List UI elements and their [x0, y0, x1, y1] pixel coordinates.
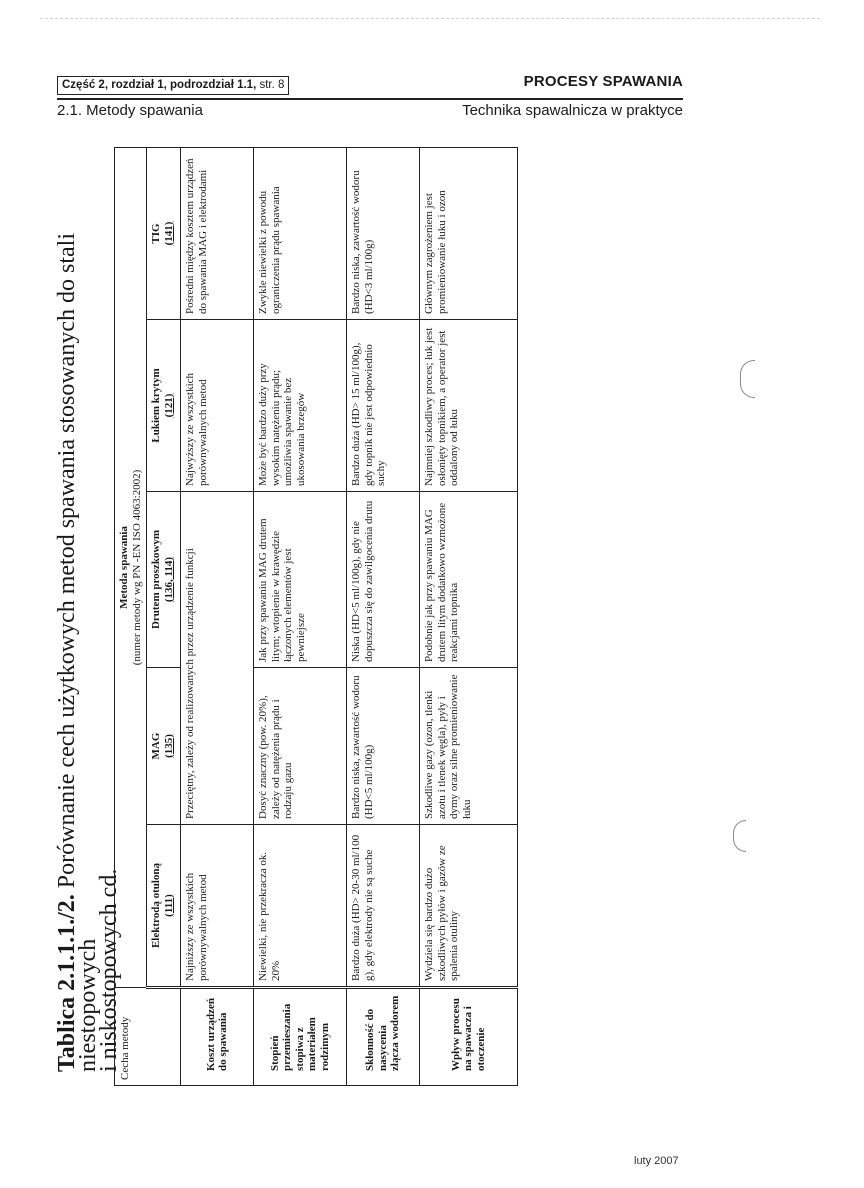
- book-title: Technika spawalnicza w praktyce: [462, 102, 683, 119]
- table-caption-number: Tablica 2.1.1.1./2.: [54, 894, 80, 1072]
- table-cell: Bardzo niska, zawartość wodoru (HD<5 ml/100g): [347, 668, 420, 825]
- table-caption-text-2: i niskostopowych cd.: [96, 868, 122, 1072]
- table-cell: Dosyć znaczny (pow. 20%), zależy od natężenia prądu i rodzaju gazu: [254, 668, 347, 825]
- row-feature: Koszt urządzeń do spawania: [181, 988, 254, 1086]
- table-cell: Bardzo duża (HD> 15 ml/100g), gdy topnik nie jest odpowiednio suchy: [347, 320, 420, 492]
- table-row: [254, 147, 347, 1085]
- group-header-title: Metoda spawania: [118, 526, 130, 609]
- table-cell: Podobnie jak przy spawaniu MAG drutem litym dodatkowo wzmożone reakcjami topnika: [420, 492, 518, 668]
- table-cell: Najniższy ze wszystkich porównywalnych metod: [181, 825, 254, 988]
- breadcrumb-text: Część 2, rozdział 1, podrozdział 1.1,: [62, 79, 257, 91]
- table-caption-text: Porównanie cech użytkowych metod spawania stosowanych do stali niestopowych: [54, 233, 101, 1072]
- column-header-number: (111): [162, 894, 175, 917]
- table-cell: Głównym zagrożeniem jest promieniowanie łuku i ozon: [420, 147, 518, 319]
- column-header: [147, 492, 181, 668]
- column-header-name: TIG: [150, 223, 162, 244]
- column-header-name: Drutem proszkowym: [150, 529, 162, 630]
- scan-edge-line: [40, 18, 820, 19]
- table-header-row: [115, 147, 147, 1085]
- column-header-number: (136, 114): [162, 556, 175, 603]
- column-header: [147, 825, 181, 988]
- column-header-number: (121): [162, 393, 175, 418]
- table-cell: Zwykle niewielki z powodu ograniczenia prądu spawania: [254, 147, 347, 319]
- table-cell: Przeciętny, zależy od realizowanych przez urządzenie funkcji: [181, 492, 254, 825]
- row-feature: Stopień przemieszania stopiwa z materiałem rodzimym: [254, 988, 347, 1086]
- table-cell: Niewielki, nie przekracza ok. 20%: [254, 825, 347, 988]
- table-cell: Może być bardzo duży przy wysokim natężeniu prądu; umożliwia spawanie bez ukosowania brzegów: [254, 320, 347, 492]
- footer-date: luty 2007: [634, 1155, 679, 1167]
- breadcrumb: [57, 76, 289, 95]
- column-header-name: Elektrodą otuloną: [150, 862, 162, 949]
- column-header: [147, 668, 181, 825]
- row-feature: Wpływ procesu na spawacza i otoczenie: [420, 988, 518, 1086]
- table-cell: Szkodliwe gazy (ozon, tlenki azotu i tlenek węgla), pyły i dymy oraz silne promieniowanie łuku: [420, 668, 518, 825]
- table-row: [181, 147, 254, 1085]
- table-row: [420, 147, 518, 1085]
- table-cell: Jak przy spawaniu MAG drutem litym; wtopienie w krawędzie łączonych elementów jest pewniejsze: [254, 492, 347, 668]
- rotated-table-block: [55, 148, 511, 1086]
- group-header: [115, 147, 147, 987]
- table-cell: Bardzo duża (HD> 20-30 ml/100 g), gdy elektrody nie są suche: [347, 825, 420, 988]
- column-header-name: MAG: [150, 732, 162, 760]
- table-cell: Najwyższy ze wszystkich porównywalnych metod: [181, 320, 254, 492]
- table-header-row: [147, 147, 181, 1085]
- group-header-subtitle: (numer metody wg PN -EN ISO 4063:2002): [130, 469, 143, 666]
- punch-hole-mark: [733, 820, 746, 852]
- column-header: [147, 147, 181, 319]
- table-caption: [54, 152, 122, 1072]
- chapter-title: 2.1. Metody spawania: [57, 102, 203, 119]
- table-row: [347, 147, 420, 1085]
- table-cell: Pośredni między kosztem urządzeń do spawania MAG i elektrodami: [181, 147, 254, 319]
- column-header: [147, 320, 181, 492]
- section-title: PROCESY SPAWANIA: [523, 73, 683, 90]
- table-cell: Wydziela się bardzo dużo szkodliwych pyłów i gazów ze spalenia otuliny: [420, 825, 518, 988]
- column-header-name: Łukiem krytym: [150, 368, 162, 443]
- table-cell: Bardzo niska, zawartość wodoru (HD<3 ml/100g): [347, 147, 420, 319]
- table-cell: Najmniej szkodliwy proces; łuk jest osłonięty topnikiem, a operator jest oddalony od łuku: [420, 320, 518, 492]
- column-header-number: (141): [162, 221, 175, 246]
- column-header-number: (135): [162, 734, 175, 758]
- punch-hole-mark: [740, 360, 755, 398]
- breadcrumb-page: str. 8: [259, 79, 285, 91]
- corner-header: Cecha metody: [115, 988, 181, 1086]
- row-feature: Skłonność do nasycenia złącza wodorem: [347, 988, 420, 1086]
- comparison-table: [114, 147, 518, 1086]
- table-cell: Niska (HD<5 ml/100g), gdy nie dopuszcza się do zawilgocenia drutu: [347, 492, 420, 668]
- header-rule: [57, 98, 683, 100]
